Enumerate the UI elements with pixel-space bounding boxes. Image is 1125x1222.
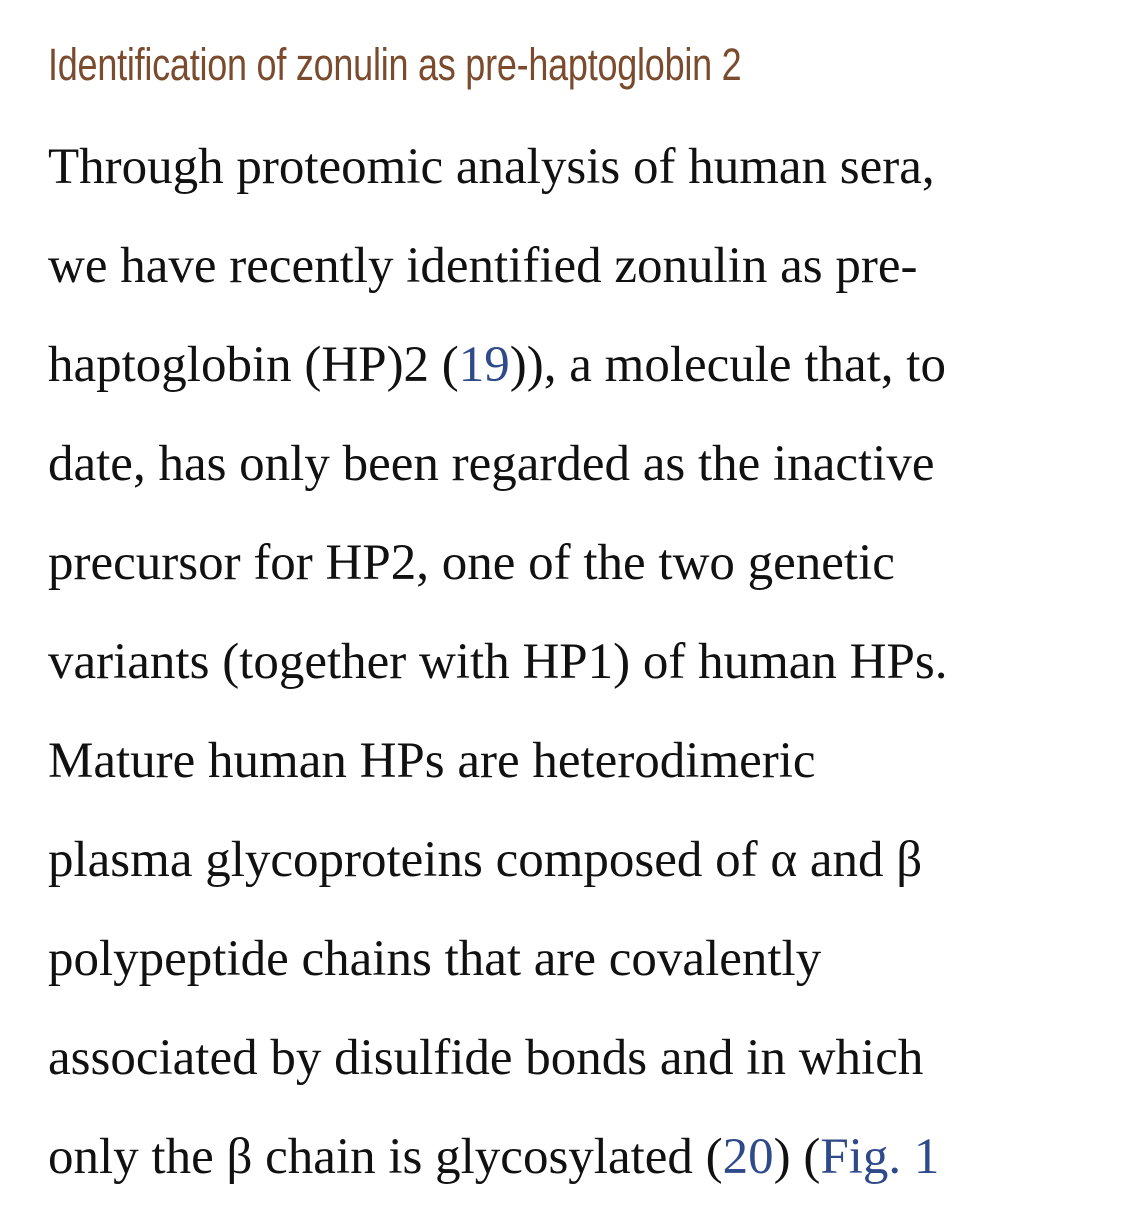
paragraph-line-10: associated by disulfide bonds and in which <box>48 1030 924 1086</box>
paragraph-line-7: Mature human HPs are heterodimeric <box>48 733 816 789</box>
paragraph-line-3 <box>48 316 1108 415</box>
paragraph-line-1: Through proteomic analysis of human sera, <box>48 139 935 195</box>
figure-link-fig-1[interactable]: Fig. 1 <box>820 1129 940 1185</box>
line-text: only the β chain is glycosylated ( <box>48 1129 723 1185</box>
paragraph-line-5: precursor for HP2, one of the two genetic <box>48 535 895 591</box>
citation-link-19[interactable]: 19 <box>458 337 510 393</box>
paragraph-line-6: variants (together with HP1) of human HPs. <box>48 634 948 690</box>
line-text: haptoglobin (HP)2 ( <box>48 337 459 393</box>
line-text: )), a molecule that, to <box>509 337 946 393</box>
paragraph <box>48 118 1108 1207</box>
citation-link-20[interactable]: 20 <box>722 1129 774 1185</box>
paragraph-line-11 <box>48 1108 1108 1207</box>
line-text: ) ( <box>773 1129 821 1185</box>
paragraph-line-4: date, has only been regarded as the inactive <box>48 436 935 492</box>
section-heading: Identification of zonulin as pre-haptoglobin 2 <box>48 39 742 90</box>
paragraph-line-8: plasma glycoproteins composed of α and β <box>48 832 923 888</box>
paragraph-line-2: we have recently identified zonulin as pre- <box>48 238 918 294</box>
paragraph-line-9: polypeptide chains that are covalently <box>48 931 822 987</box>
